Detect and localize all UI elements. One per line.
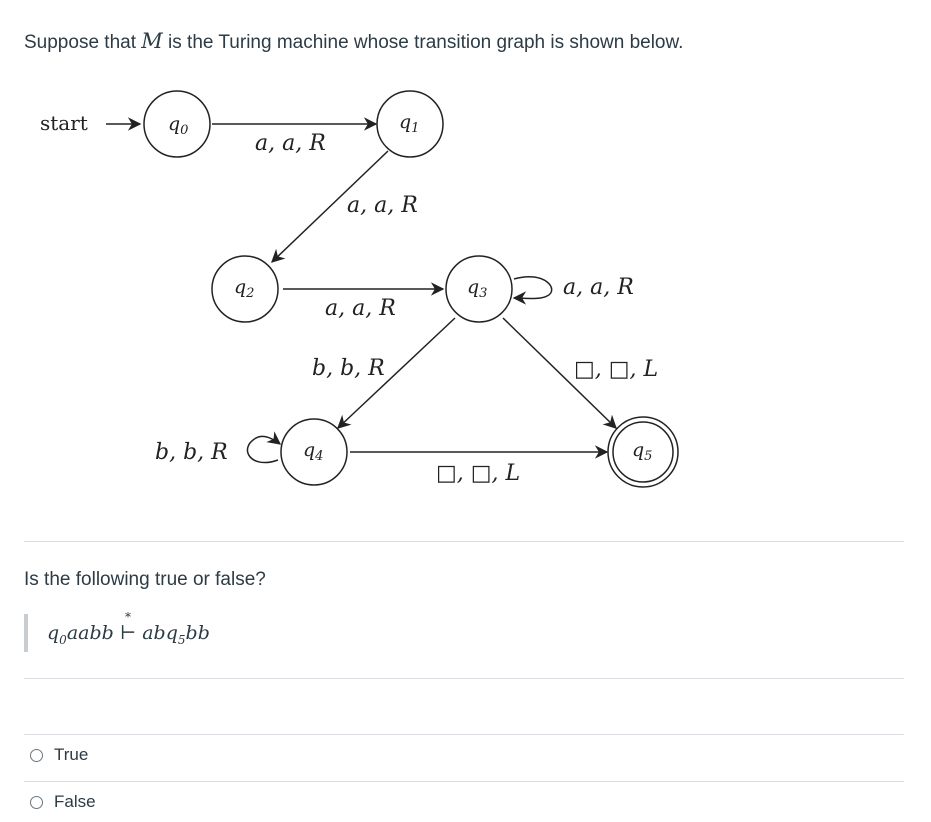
formula-prefix: ab [142,622,166,644]
loop-q3 [514,277,552,299]
option-false-label: False [54,792,96,811]
label-q3-q4: b, b, R [312,356,385,381]
formula-star: * [125,610,132,624]
state-q1-label: $q_1$ [399,111,420,136]
formula-input: aabb [66,622,114,644]
loop-q4 [247,436,280,462]
divider-answers-middle [24,781,904,782]
question-text-before: Suppose that [24,32,142,53]
machine-symbol: M [141,29,163,53]
formula-quote-bar [24,614,28,652]
divider-top [24,541,904,542]
formula [47,610,210,647]
state-q3-label: $q_3$ [467,276,488,301]
formula-start-state: q [47,622,60,644]
option-true-label: True [54,745,89,764]
label-q3-q5: □, □, L [574,357,659,382]
formula-end-state: q [165,622,178,644]
state-q2-label: $q_2$ [234,276,255,301]
divider-middle [24,678,904,679]
state-q5-label: $q_5$ [632,439,653,464]
label-q4-loop: b, b, R [155,440,228,465]
divider-answers-top [24,734,904,735]
radio-false[interactable] [30,796,43,809]
label-q4-q5: □, □, L [436,461,521,486]
radio-true[interactable] [30,749,43,762]
start-label: start [40,111,88,135]
option-false[interactable] [30,792,96,812]
formula-start-state-sub: 0 [59,632,67,647]
state-q0-label: $q_0$ [168,113,189,138]
formula-turnstile: ⊢ * [119,610,137,644]
option-true[interactable] [30,745,88,765]
state-q4-label: $q_4$ [303,439,324,464]
question-text-after: is the Turing machine whose transition graph is shown below. [162,32,684,53]
label-q3-loop: a, a, R [563,275,634,300]
formula-end-state-sub: 5 [177,632,186,647]
label-q0-q1: a, a, R [255,131,326,156]
formula-suffix: bb [185,622,210,644]
subquestion-text: Is the following true or false? [24,569,266,590]
label-q2-q3: a, a, R [325,296,396,321]
label-q1-q2: a, a, R [347,193,418,218]
